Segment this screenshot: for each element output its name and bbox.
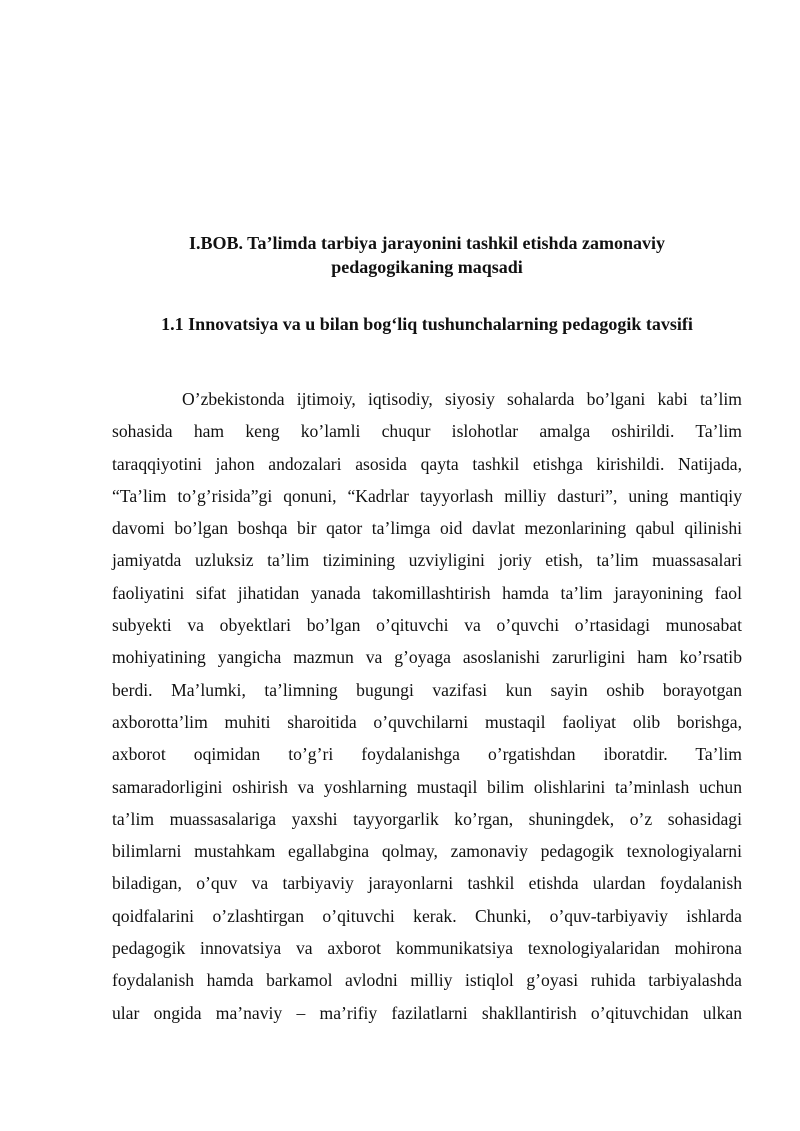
paragraph-line: faoliyatini sifat jihatidan yanada takomillashtirish hamda ta’lim jarayonining faol	[112, 582, 742, 603]
paragraph-line: taraqqiyotini jahon andozalari asosida qayta tashkil etishga kirishildi. Natijada,	[112, 453, 742, 474]
paragraph-line: “Ta’lim to’g’risida”gi qonuni, “Kadrlar tayyorlash milliy dasturi”, uning mantiqiy	[112, 485, 742, 506]
paragraph-line: samaradorligini oshirish va yoshlarning mustaqil bilim olishlarini ta’minlash uchun	[112, 776, 742, 797]
paragraph-line: subyekti va obyektlari bo’lgan o’qituvchi va o’quvchi o’rtasidagi munosabat	[112, 615, 742, 636]
paragraph-line: pedagogik innovatsiya va axborot kommunikatsiya texnologiyalaridan mohirona	[112, 938, 742, 959]
paragraph-line: ta’lim muassasalariga yaxshi tayyorgarlik ko’rgan, shuningdek, o’z sohasidagi	[112, 808, 742, 829]
paragraph-line: axborot oqimidan to’g’ri foydalanishga o’rgatishdan iboratdir. Ta’lim	[112, 744, 742, 765]
chapter-title	[112, 231, 742, 279]
paragraph-line: berdi. Ma’lumki, ta’limning bugungi vazifasi kun sayin oshib borayotgan	[112, 679, 742, 700]
paragraph-line: qoidfalarini o’zlashtirgan o’qituvchi kerak. Chunki, o’quv-tarbiyaviy ishlarda	[112, 905, 742, 926]
paragraph-line: sohasida ham keng ko’lamli chuqur islohotlar amalga oshirildi. Ta’lim	[112, 421, 742, 442]
paragraph-line: jamiyatda uzluksiz ta’lim tizimining uzviyligini joriy etish, ta’lim muassasalari	[112, 550, 742, 571]
chapter-title-line: pedagogikaning maqsadi	[331, 257, 523, 277]
paragraph-line: O’zbekistonda ijtimoiy, iqtisodiy, siyosiy sohalarda bo’lgani kabi ta’lim	[182, 389, 742, 409]
paragraph-line: foydalanish hamda barkamol avlodni milliy istiqlol g’oyasi ruhida tarbiyalashda	[112, 970, 742, 991]
paragraph-line: biladigan, o’quv va tarbiyaviy jarayonlarni tashkil etishda ulardan foydalanish	[112, 873, 742, 894]
paragraph-line: davomi bo’lgan boshqa bir qator ta’limga oid davlat mezonlarining qabul qilinishi	[112, 518, 742, 539]
chapter-title-line: I.BOB. Ta’limda tarbiya jarayonini tashkil etishda zamonaviy	[188, 233, 666, 253]
paragraph-line: mohiyatining yangicha mazmun va g’oyaga asoslanishi zarurligini ham ko’rsatib	[112, 647, 742, 668]
paragraph-line: ular ongida ma’naviy – ma’rifiy fazilatlarni shakllantirish o’qituvchidan ulkan	[112, 1002, 742, 1023]
body-paragraph	[112, 383, 742, 1029]
section-title: 1.1 Innovatsiya va u bilan bog‘liq tushunchalarning pedagogik tavsifi	[161, 314, 693, 334]
paragraph-line: bilimlarni mustahkam egallabgina qolmay, zamonaviy pedagogik texnologiyalarni	[112, 841, 742, 862]
paragraph-line: axborotta’lim muhiti sharoitida o’quvchilarni mustaqil faoliyat olib borishga,	[112, 711, 742, 732]
